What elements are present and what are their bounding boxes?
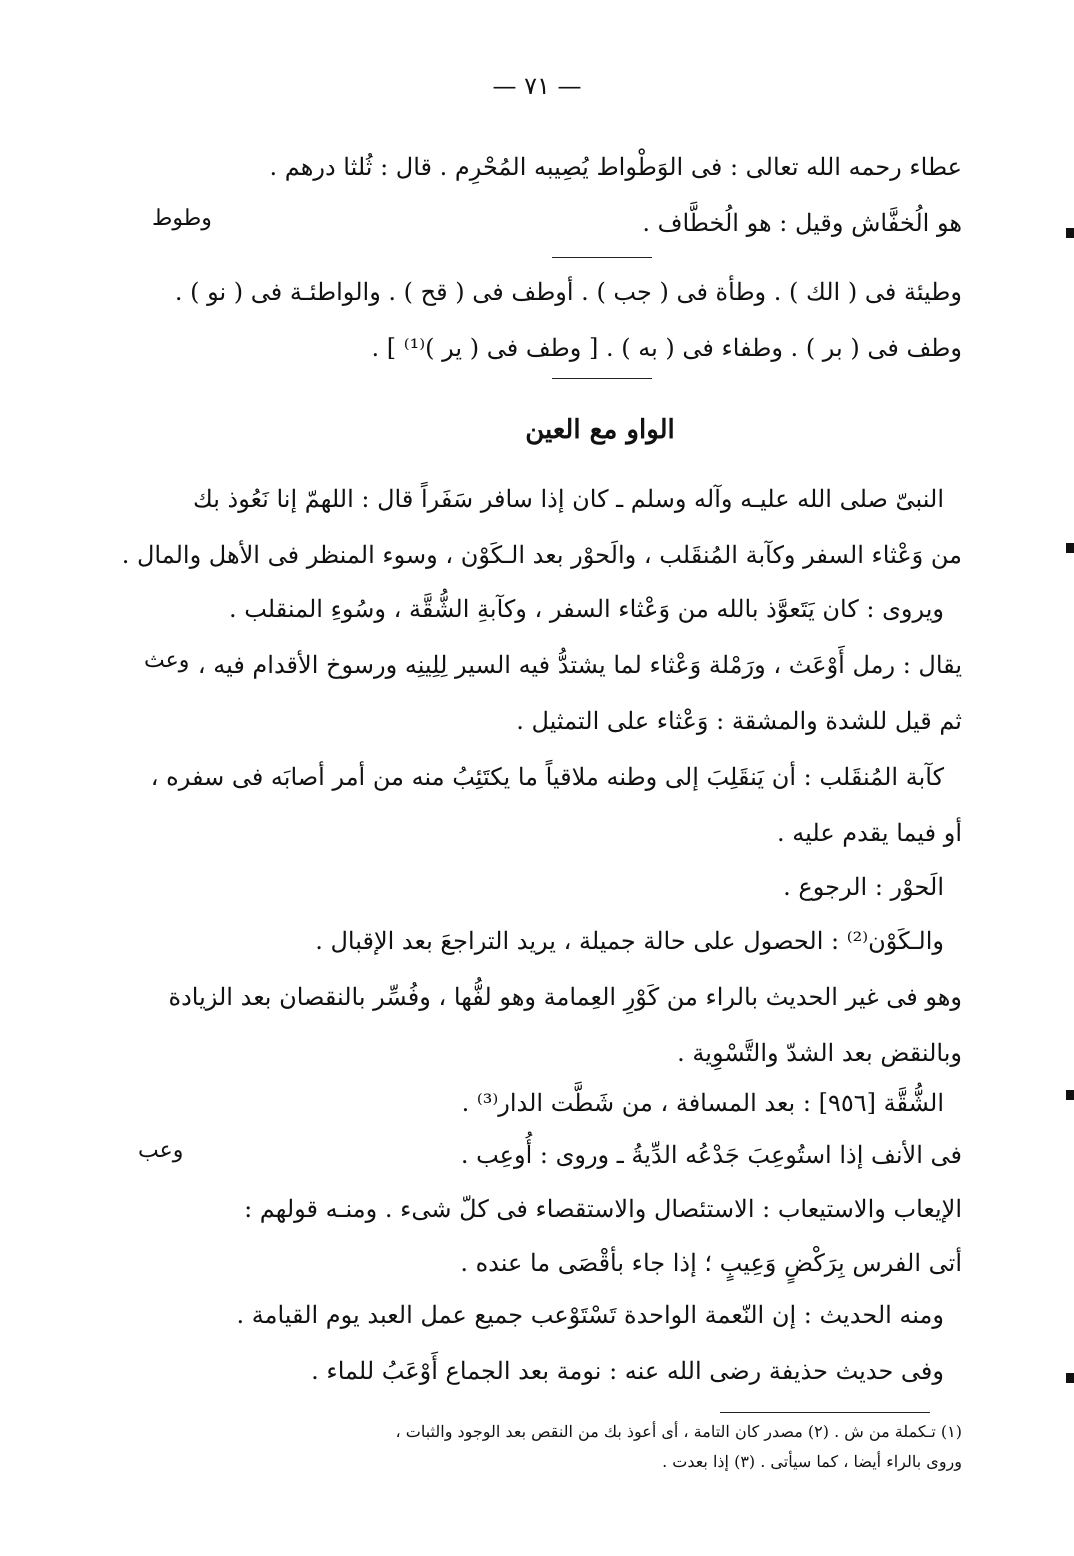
text-line: وفى حديث حذيفة رضى الله عنه : نومة بعد الجماع أَوْعَبُ للماء . xyxy=(311,1357,944,1385)
scan-edge-mark xyxy=(1066,1090,1074,1100)
text-line: أو فيما يقدم عليه . xyxy=(777,819,962,847)
text-line: كآبة المُنقَلب : أن يَنقَلِبَ إلى وطنه ملاقياً ما يكتَئِبُ منه من أمر أصابَه فى سفره ، xyxy=(150,763,944,791)
separator-rule xyxy=(552,378,652,379)
footnote-line: (١) تـكملة من ش . (٢) مصدر كان التامة ، أى أعوذ بك من النقص بعد الوجود والثبات ، xyxy=(395,1422,962,1441)
crossref-line: وطيئة فى ( الك ) . وطأة فى ( جب ) . أوطف فى ( قح ) . والواطئـة فى ( نو ) . xyxy=(174,278,962,306)
scan-edge-mark xyxy=(1066,543,1074,553)
text-line: عطاء رحمه الله تعالى : فى الوَطْواط يُصِيبه المُحْرِم . قال : ثُلثا درهم . xyxy=(269,153,962,181)
margin-root-word: وعث xyxy=(144,648,190,673)
text-line: أتى الفرس بِرَكْضٍ وَعِيبٍ ؛ إذا جاء بأقْصَى ما عنده . xyxy=(460,1249,962,1277)
separator-rule xyxy=(552,257,652,258)
margin-root-word: وعب xyxy=(138,1138,184,1163)
section-heading: الواو مع العين xyxy=(525,415,675,445)
scan-edge-mark xyxy=(1066,228,1074,238)
text-line: والـكَوْن⁽²⁾ : الحصول على حالة جميلة ، يريد التراجعَ بعد الإقبال . xyxy=(315,927,944,955)
text-line: فى الأنف إذا استُوعِبَ جَدْعُه الدِّيةُ ـ وروى : أُوعِب . xyxy=(460,1141,962,1169)
margin-root-word: وطوط xyxy=(152,206,212,231)
footnote-rule xyxy=(720,1412,930,1413)
text-line: الشُّقَّة [٩٥٦] : بعد المسافة ، من شَطَّت الدار⁽³⁾ . xyxy=(461,1089,944,1117)
scan-edge-mark xyxy=(1066,1373,1074,1383)
text-line: الإيعاب والاستيعاب : الاستئصال والاستقصاء فى كلّ شىء . ومنـه قولهم : xyxy=(244,1195,962,1223)
page-number: — ٧١ — xyxy=(492,72,582,100)
footnote-line: وروى بالراء أيضا ، كما سيأتى . (٣) إذا بعدت . xyxy=(662,1452,962,1471)
text-line: هو الُخفَّاش وقيل : هو الُخطَّاف . xyxy=(642,209,962,237)
text-line: ويروى : كان يَتَعوَّذ بالله من وَعْثاء السفر ، وكآبةِ الشُّقَّة ، وسُوءِ المنقلب . xyxy=(228,595,944,623)
text-line: يقال : رمل أَوْعَث ، ورَمْلة وَعْثاء لما يشتدُّ فيه السير لِلِينِه ورسوخ الأقدام فيه ، xyxy=(197,651,962,679)
text-line: وهو فى غير الحديث بالراء من كَوْرِ العِمامة وهو لفُّها ، وفُسِّر بالنقصان بعد الزيادة xyxy=(168,983,962,1011)
text-line: ومنه الحديث : إن النّعمة الواحدة تَسْتَوْعب جميع عمل العبد يوم القيامة . xyxy=(236,1301,944,1329)
text-line: من وَعْثاء السفر وكآبة المُنقَلب ، والَحوْر بعد الـكَوْن ، وسوء المنظر فى الأهل والمال . xyxy=(121,541,962,569)
text-line: الَحوْر : الرجوع . xyxy=(783,873,944,901)
crossref-line: وطف فى ( بر ) . وطفاء فى ( به ) . [ وطف فى ( ير )⁽¹⁾ ] . xyxy=(371,334,962,362)
text-line: وبالنقض بعد الشدّ والتَّسْوِية . xyxy=(677,1039,962,1067)
text-line: النبىّ صلى الله عليـه وآله وسلم ـ كان إذا سافر سَفَراً قال : اللهمّ إنا نَعُوذ بك xyxy=(192,485,944,513)
text-line: ثم قيل للشدة والمشقة : وَعْثاء على التمثيل . xyxy=(516,707,962,735)
